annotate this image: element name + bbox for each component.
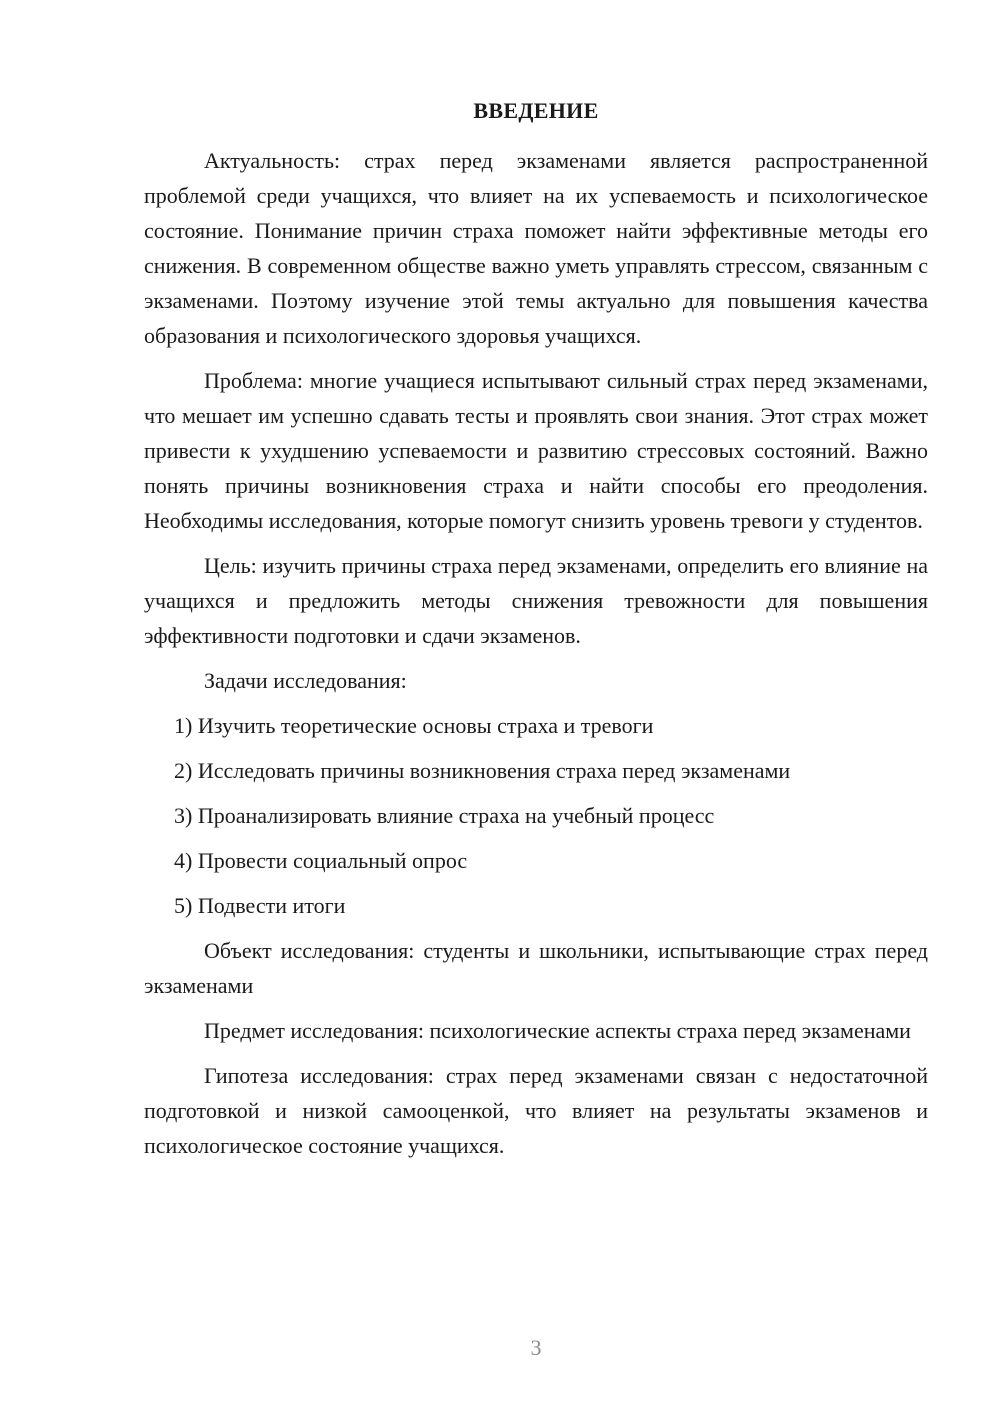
tasks-heading: Задачи исследования:	[204, 668, 407, 693]
page-number: 3	[530, 1335, 542, 1360]
paragraph-problem: Проблема: многие учащиеся испытывают сильный страх перед экзаменами, что мешает им успешно сдавать тесты и проявлять свои знания. Этот страх может привести к ухудшению успеваемости и развитию стрессовых состояний. Важно понять причины возникновения страха и найти способы его преодоления. Необходимы исследования, которые помогут снизить уровень тревоги у студентов.	[144, 368, 928, 533]
paragraph-subject: Предмет исследования: психологические аспекты страха перед экзаменами	[204, 1018, 911, 1043]
paragraph-hypothesis: Гипотеза исследования: страх перед экзаменами связан с недостаточной подготовкой и низкой самооценкой, что влияет на результаты экзаменов и психологическое состояние учащихся.	[144, 1063, 928, 1158]
body-text	[144, 143, 928, 1173]
task-item-5: 5) Подвести итоги	[174, 893, 346, 918]
task-item-2: 2) Исследовать причины возникновения страха перед экзаменами	[174, 758, 791, 783]
paragraph-goal: Цель: изучить причины страха перед экзаменами, определить его влияние на учащихся и предложить методы снижения тревожности для повышения эффективности подготовки и сдачи экзаменов.	[144, 553, 928, 648]
section-title: ВВЕДЕНИЕ	[473, 98, 599, 123]
task-item-1: 1) Изучить теоретические основы страха и тревоги	[174, 713, 654, 738]
paragraph-object: Объект исследования: студенты и школьники, испытывающие страх перед экзаменами	[144, 938, 928, 998]
task-list	[144, 708, 928, 923]
task-item-4: 4) Провести социальный опрос	[174, 848, 468, 873]
task-item-3: 3) Проанализировать влияние страха на учебный процесс	[174, 803, 715, 828]
paragraph-relevance: Актуальность: страх перед экзаменами является распространенной проблемой среди учащихся, что влияет на их успеваемость и психологическое состояние. Понимание причин страха поможет найти эффективные методы его снижения. В современном обществе важно уметь управлять стрессом, связанным с экзаменами. Поэтому изучение этой темы актуально для повышения качества образования и психологического здоровья учащихся.	[144, 148, 928, 348]
